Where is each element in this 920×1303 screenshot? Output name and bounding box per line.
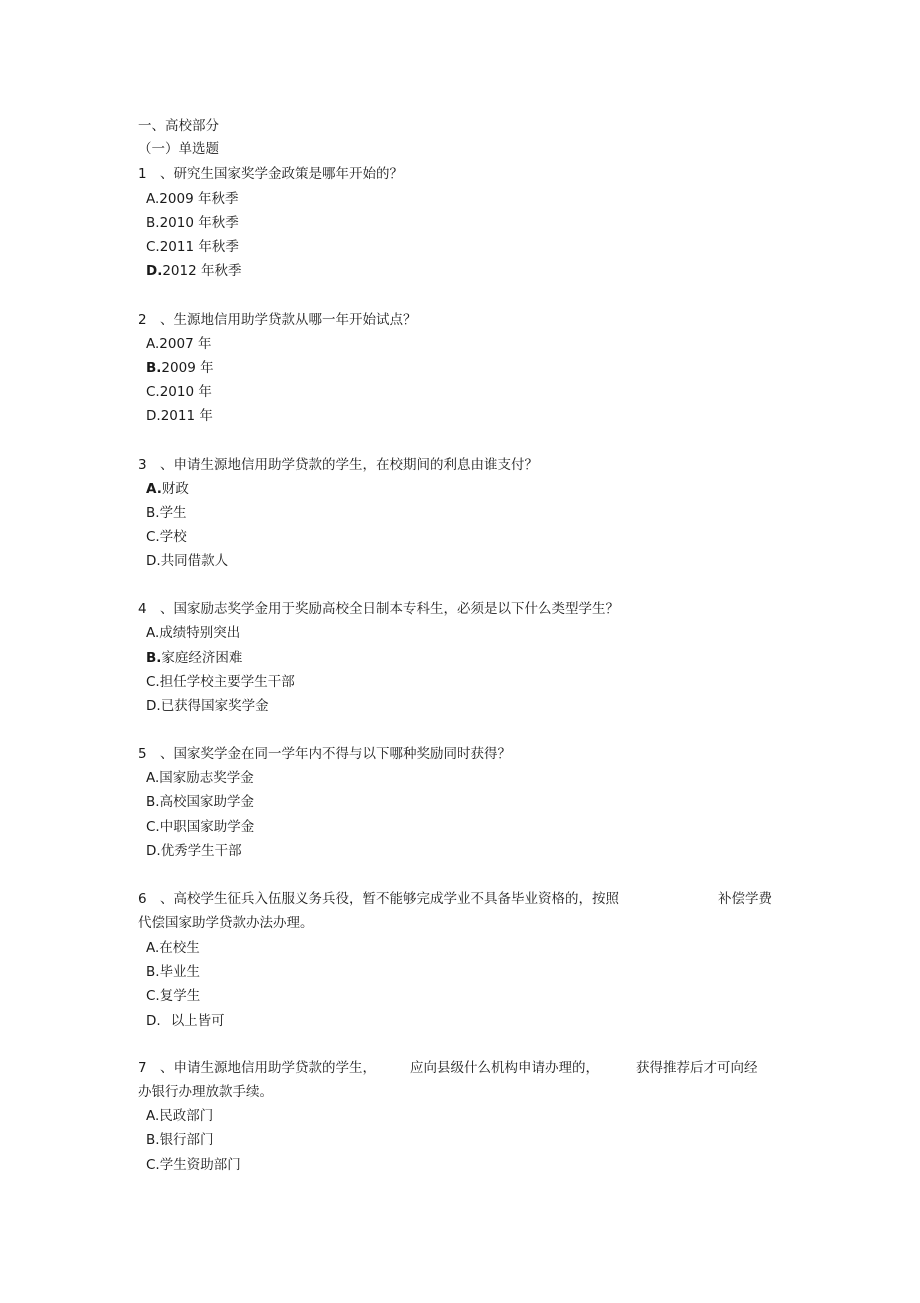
- question-2: [138, 311, 417, 329]
- question-1-option-d: D.2012 年秋季: [146, 263, 242, 279]
- question-1: [138, 165, 403, 183]
- question-text: 、国家奖学金在同一学年内不得与以下哪种奖励同时获得？: [160, 746, 511, 762]
- question-text: 、研究生国家奖学金政策是哪年开始的？: [160, 166, 403, 182]
- question-4-option-c: C.担任学校主要学生干部: [146, 674, 295, 690]
- question-number: 2: [138, 312, 147, 328]
- question-7-text-mid: 应向县级什么机构申请办理的，: [410, 1060, 599, 1076]
- question-number: 4: [138, 601, 147, 617]
- question-text: 、申请生源地信用助学贷款的学生，在校期间的利息由谁支付？: [160, 457, 538, 473]
- question-3-option-b: B.学生: [146, 505, 187, 521]
- question-number: 7: [138, 1060, 147, 1076]
- question-4-option-d: D.已获得国家奖学金: [146, 698, 269, 714]
- question-2-option-d: D.2011 年: [146, 408, 213, 424]
- question-4-option-a: A.成绩特别突出: [146, 625, 241, 641]
- question-5-option-d: D.优秀学生干部: [146, 843, 242, 859]
- question-5: [138, 745, 511, 763]
- question-4-option-b: B.家庭经济困难: [146, 650, 243, 666]
- question-7-text-tail: 获得推荐后才可向经: [636, 1060, 758, 1076]
- question-5-option-b: B.高校国家助学金: [146, 794, 255, 810]
- question-text: 、生源地信用助学贷款从哪一年开始试点？: [160, 312, 417, 328]
- section-title: 一、高校部分: [138, 118, 219, 134]
- question-number: 1: [138, 166, 147, 182]
- question-4: [138, 600, 619, 618]
- question-number: 5: [138, 746, 147, 762]
- question-7-option-a: A.民政部门: [146, 1108, 214, 1124]
- question-6-text-tail: 补偿学费: [718, 891, 772, 907]
- answer-letter: D.: [146, 263, 163, 279]
- answer-letter: A.: [146, 481, 162, 497]
- question-6: [138, 890, 619, 908]
- question-6-option-d: D. 以上皆可: [146, 1013, 225, 1029]
- question-3-option-c: C.学校: [146, 529, 187, 545]
- question-text: 、国家励志奖学金用于奖励高校全日制本专科生，必须是以下什么类型学生？: [160, 601, 619, 617]
- question-6-option-c: C.复学生: [146, 988, 201, 1004]
- question-2-option-a: A.2007 年: [146, 336, 212, 352]
- question-6-option-b: B.毕业生: [146, 964, 201, 980]
- question-5-option-a: A.国家励志奖学金: [146, 770, 254, 786]
- question-1-option-c: C.2011 年秋季: [146, 239, 239, 255]
- question-3-option-a: A.财政: [146, 481, 189, 497]
- answer-letter: B.: [146, 650, 162, 666]
- question-text: 、申请生源地信用助学贷款的学生，: [160, 1060, 376, 1076]
- question-number: 3: [138, 457, 147, 473]
- question-2-option-c: C.2010 年: [146, 384, 212, 400]
- subsection-title: （一）单选题: [138, 141, 219, 157]
- question-3-option-d: D.共同借款人: [146, 553, 229, 569]
- question-6-option-a: A.在校生: [146, 940, 200, 956]
- question-7-option-c: C.学生资助部门: [146, 1157, 241, 1173]
- question-number: 6: [138, 891, 147, 907]
- question-1-option-a: A.2009 年秋季: [146, 191, 239, 207]
- question-1-option-b: B.2010 年秋季: [146, 215, 239, 231]
- question-2-option-b: B.2009 年: [146, 360, 214, 376]
- question-3: [138, 456, 538, 474]
- question-text: 、高校学生征兵入伍服义务兵役，暂不能够完成学业不具备毕业资格的，按照: [160, 891, 619, 907]
- question-7-option-b: B.银行部门: [146, 1132, 214, 1148]
- question-7-text-line2: 办银行办理放款手续。: [138, 1084, 273, 1100]
- question-6-text-line2: 代偿国家助学贷款办法办理。: [138, 915, 314, 931]
- answer-letter: B.: [146, 360, 162, 376]
- question-5-option-c: C.中职国家助学金: [146, 819, 255, 835]
- question-7: [138, 1059, 376, 1077]
